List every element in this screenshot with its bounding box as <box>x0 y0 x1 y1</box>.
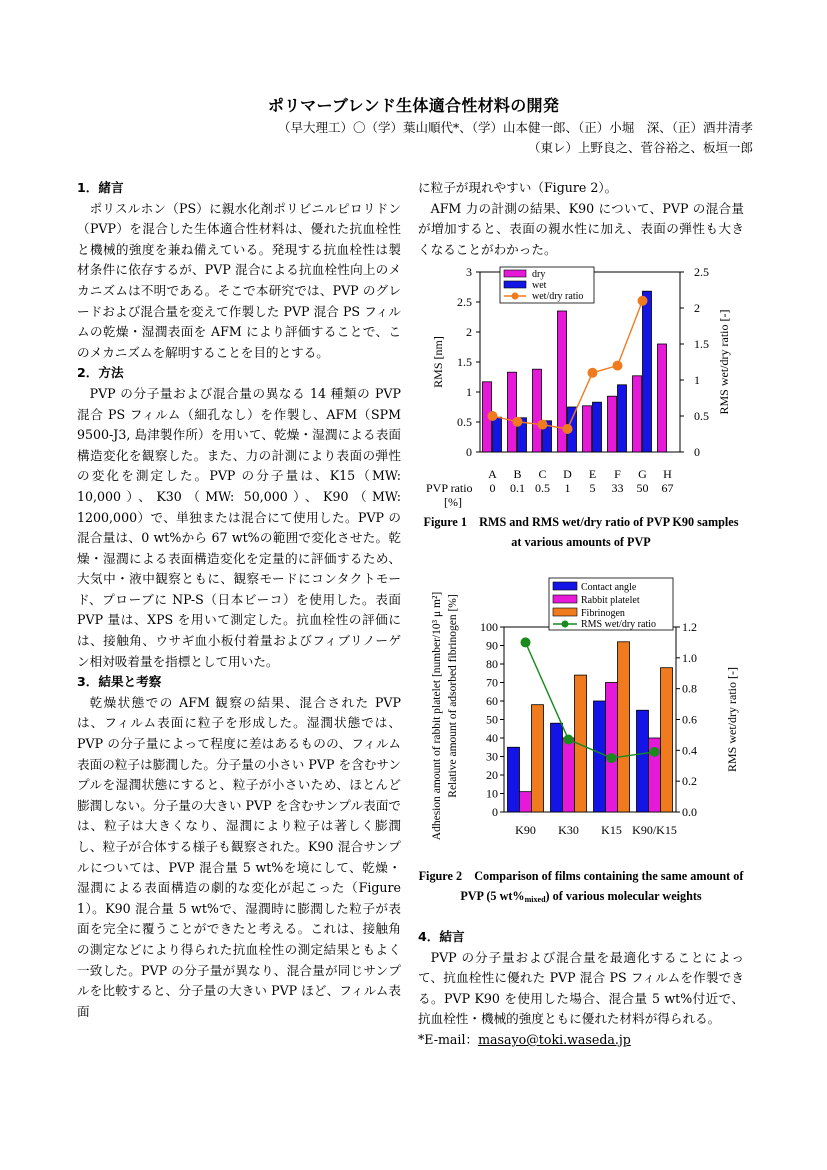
series-point-ratio <box>538 420 548 430</box>
x-category-label: E <box>588 467 597 481</box>
y2-tick-label: 0 <box>694 445 700 459</box>
legend-swatch-dry <box>504 270 526 277</box>
y-tick-label: 2 <box>466 325 472 339</box>
legend-swatch <box>553 582 577 590</box>
x-ratio-value: 67 <box>661 481 674 495</box>
x-category-label: C <box>538 467 547 481</box>
bar-dry <box>658 344 667 452</box>
paper-title: ポリマーブレンド生体適合性材料の開発 <box>267 96 560 115</box>
bar-contact-angle <box>594 701 606 812</box>
email-line <box>418 1030 744 1051</box>
y-tick-label: 0.5 <box>457 415 472 429</box>
series-point-ratio <box>638 296 648 306</box>
x-category-label: B <box>513 467 522 481</box>
y-axis-label-line1: Adhesion amount of rabbit platelet [number/10³ μ m²] <box>431 591 443 841</box>
authors-affiliation-2: （東レ）上野良之、菅谷裕之、板垣一郎 <box>527 140 753 155</box>
y2-tick-label: 0.8 <box>682 681 697 696</box>
y-tick-label: 10 <box>486 786 498 801</box>
y-axis-label-line2: Relative amount of adsorbed fibrinogen [%] <box>447 594 459 798</box>
x-category-label: K30 <box>558 823 579 837</box>
legend-swatch <box>553 608 577 616</box>
bar-dry <box>583 406 592 452</box>
x-ratio-value: 0.5 <box>535 481 550 495</box>
paragraph-methods: PVP の分子量および混合量の異なる 14 種類の PVP 混合 PS フィルム（細孔なし）を作製し、AFM（SPM 9500-J3, 島津製作所）を用いて、乾燥・湿潤による表面構造変化を観察した。また、力の計測により表面の弾性の変化を測定した。PVP の分子量は、K15（MW: 10,000）、K30（MW: 50,000）、K90（MW: 1200,000）で、単独または混合にて使用した。PVP の混合量は、0 wt%から 67 wt%の範囲で変化させた。乾燥・湿潤による表面構造変化を定量的に評価するため、大気中・液中観察ともに、観察モードにコンタクトモード、プローブに NP-S（日本ビーコ）を使用した。表面 PVP 量は、XPS を用いて測定した。抗血栓性の評価には、接触角、ウサギ血小板付着量およびフィブリノーゲン相対吸着量を指標として用いた。 <box>77 385 401 669</box>
bar-fibrinogen <box>618 642 630 812</box>
x-category-label: H <box>663 467 672 481</box>
y-tick-label: 3 <box>466 265 472 279</box>
x-category-label: K90/K15 <box>632 823 677 837</box>
figure-2-caption-subscript: mixed <box>524 895 546 904</box>
y-tick-label: 20 <box>486 768 498 782</box>
series-point-ratio <box>513 417 523 427</box>
bar-contact-angle <box>637 710 649 812</box>
series-line-rms-ratio <box>526 642 655 758</box>
paragraph-results-cont: に粒子が現れやすい（Figure 2）。 <box>418 180 618 195</box>
x-ratio-value: 1 <box>564 481 571 495</box>
x-category-label: K90 <box>515 823 536 837</box>
y-tick-label: 80 <box>486 657 498 671</box>
x-ratio-value: 0 <box>489 481 496 495</box>
x-ratio-value: 50 <box>636 481 649 495</box>
paragraph-results: 乾燥状態での AFM 観察の結果、混合された PVP は、フィルム表面に粒子を形成した。湿潤状態では、PVP の分子量によって程度に差はあるものの、フィルム表面の粒子は膨潤した。分子量の小さい PVP を含むサンプルを湿潤状態にすると、粒子が小さいため、ほとんど膨潤しない。分子量の大きい PVP を含むサンプル表面では、粒子は大きくなり、湿潤により粒子は著しく膨潤し、粒子が合体する様子も観察された。K90 混合サンプルについては、PVP 混合量 5 wt%を境にして、乾燥・湿潤による表面構造の劇的な変化が起こった（Figure 1）。K90 混合量 5 wt%で、湿潤時に膨潤した粒子が表面を完全に覆うことができたと考える。これは、接触角の測定などにより得られた抗血栓性の測定結果ともよく一致した。PVP の分子量が異なり、混合量が同じサンプルを比較すると、分子量の大きい PVP ほど、フィルム表面 <box>77 694 401 1019</box>
y2-tick-label: 1 <box>694 373 700 387</box>
series-point-rms-ratio <box>564 735 574 745</box>
x-row-label: PVP ratio <box>426 481 473 495</box>
y2-tick-label: 2.5 <box>694 265 709 279</box>
x-ratio-value: 0.1 <box>510 481 525 495</box>
y-tick-label: 1.5 <box>457 355 472 369</box>
legend-label-dry: dry <box>532 269 546 280</box>
y2-tick-label: 0.5 <box>694 409 709 423</box>
section-heading-intro: 1．緒言 <box>77 180 124 195</box>
series-point-rms-ratio <box>650 747 660 757</box>
legend-label: Rabbit platelet <box>581 595 640 606</box>
series-point-ratio <box>563 424 573 434</box>
figure-2-caption-end: ) of various molecular weights <box>545 889 702 903</box>
x-row-unit: [%] <box>444 495 462 509</box>
legend-label: RMS wet/dry ratio <box>581 619 656 630</box>
legend-label-wet: wet <box>532 280 547 291</box>
x-category-label: F <box>614 467 621 481</box>
paragraph-conclusion: PVP の分子量および混合量を最適化することによって、抗血栓性に優れた PVP 混合 PS フィルムを作製できる。PVP K90 を使用した場合、混合量 5 wt%付近で、抗血栓性・機械的強度ともに優れた材料が得られる。 <box>418 949 744 1027</box>
y-tick-label: 60 <box>486 694 498 708</box>
y2-tick-label: 0.0 <box>682 805 697 819</box>
y2-tick-label: 1.2 <box>682 620 697 634</box>
series-point-ratio <box>488 411 498 421</box>
series-point-ratio <box>588 368 598 378</box>
paragraph-intro: ポリスルホン（PS）に親水化剤ポリビニルピロリドン（PVP）を混合した生体適合性材料は、優れた抗血栓性と機械的強度を兼ね備えている。発現する抗血栓性は製材条件に依存するが、PVP 混合による抗血栓性向上のメカニズムは不明である。そこで本研究では、PVP のグレードおよび混合量を変えて作製した PVP 混合 PS フィルムの乾燥・湿潤表面を AFM により評価することで、このメカニズムを解明することを目的とする。 <box>77 200 401 360</box>
x-ratio-value: 33 <box>611 481 624 495</box>
bar-dry <box>608 396 617 452</box>
legend-swatch <box>553 595 577 603</box>
bar-rabbit-platelet <box>606 683 618 813</box>
section-heading-conclusion: 4．結言 <box>418 929 465 944</box>
series-point-ratio <box>613 361 623 371</box>
y-tick-label: 30 <box>486 749 498 764</box>
bar-wet <box>618 385 627 452</box>
y-tick-label: 50 <box>486 712 498 727</box>
y-tick-label: 90 <box>486 638 498 653</box>
y2-tick-label: 2 <box>694 301 700 315</box>
y2-axis-label: RMS wet/dry ratio [-] <box>717 309 731 415</box>
email-label: *E-mail： <box>418 1031 479 1047</box>
y-tick-label: 1 <box>466 385 472 399</box>
x-category-label: D <box>563 467 572 481</box>
y2-tick-label: 1.5 <box>694 337 709 351</box>
legend-swatch-marker <box>562 621 569 628</box>
bar-dry <box>533 369 542 452</box>
left-column <box>77 178 401 1022</box>
figure-1-chart <box>418 262 748 512</box>
series-point-rms-ratio <box>607 753 617 763</box>
x-category-label: K15 <box>601 823 622 837</box>
y2-tick-label: 1.0 <box>682 650 697 665</box>
bar-rabbit-platelet <box>520 792 532 812</box>
y-tick-label: 0 <box>492 805 498 819</box>
bar-contact-angle <box>508 747 520 812</box>
y-axis-label: RMS [nm] <box>431 336 445 388</box>
legend-swatch-ratio-marker <box>512 293 519 300</box>
x-category-label: G <box>638 467 647 481</box>
legend-label-ratio: wet/dry ratio <box>532 291 584 302</box>
bar-dry <box>633 376 642 452</box>
y-tick-label: 40 <box>486 731 498 745</box>
y-tick-label: 0 <box>466 445 472 459</box>
authors-affiliation-1: （早大理工）〇（学）葉山順代*、（学）山本健一郎、（正）小堀 深、（正）酒井清孝 <box>277 120 753 135</box>
y2-tick-label: 0.2 <box>682 774 697 789</box>
right-column-top <box>418 178 744 260</box>
paragraph-afm-force: AFM 力の計測の結果、K90 について、PVP の混合量が増加すると、表面の親水性に加え、表面の弾性も大きくなることがわかった。 <box>418 200 744 257</box>
section-heading-methods: 2．方法 <box>77 365 124 381</box>
legend-label: Contact angle <box>581 582 637 593</box>
bar-contact-angle <box>551 723 563 812</box>
right-column-bottom <box>418 927 744 1051</box>
bar-fibrinogen <box>661 668 673 812</box>
figure-2-chart <box>418 566 748 860</box>
bar-wet <box>643 291 652 452</box>
bar-wet <box>593 402 602 452</box>
x-category-label: A <box>488 467 497 481</box>
bar-dry <box>508 372 517 452</box>
bar-rabbit-platelet <box>563 738 575 812</box>
figure-1-caption: Figure 1 RMS and RMS wet/dry ratio of PVP K90 samples at various amounts of PVP <box>423 515 739 549</box>
figure-2-caption-main: Figure 2 Comparison of films containing the same amount of PVP (5 wt% <box>418 869 744 903</box>
y2-tick-label: 0.4 <box>682 743 697 758</box>
y-tick-label: 2.5 <box>457 295 472 309</box>
section-heading-results: 3．結果と考察 <box>77 674 162 690</box>
y2-tick-label: 0.6 <box>682 712 697 727</box>
y2-axis-label: RMS wet/dry ratio [-] <box>725 667 739 772</box>
email-link[interactable]: masayo@toki.waseda.jp <box>478 1031 631 1047</box>
bar-wet <box>493 417 502 452</box>
legend-swatch-wet <box>504 281 526 288</box>
bar-fibrinogen <box>532 705 544 812</box>
figure-2-caption <box>418 866 744 910</box>
y-tick-label: 100 <box>480 620 498 634</box>
x-ratio-value: 5 <box>589 481 596 495</box>
y-tick-label: 70 <box>486 675 498 690</box>
series-point-rms-ratio <box>521 637 531 647</box>
legend-label: Fibrinogen <box>581 608 625 619</box>
